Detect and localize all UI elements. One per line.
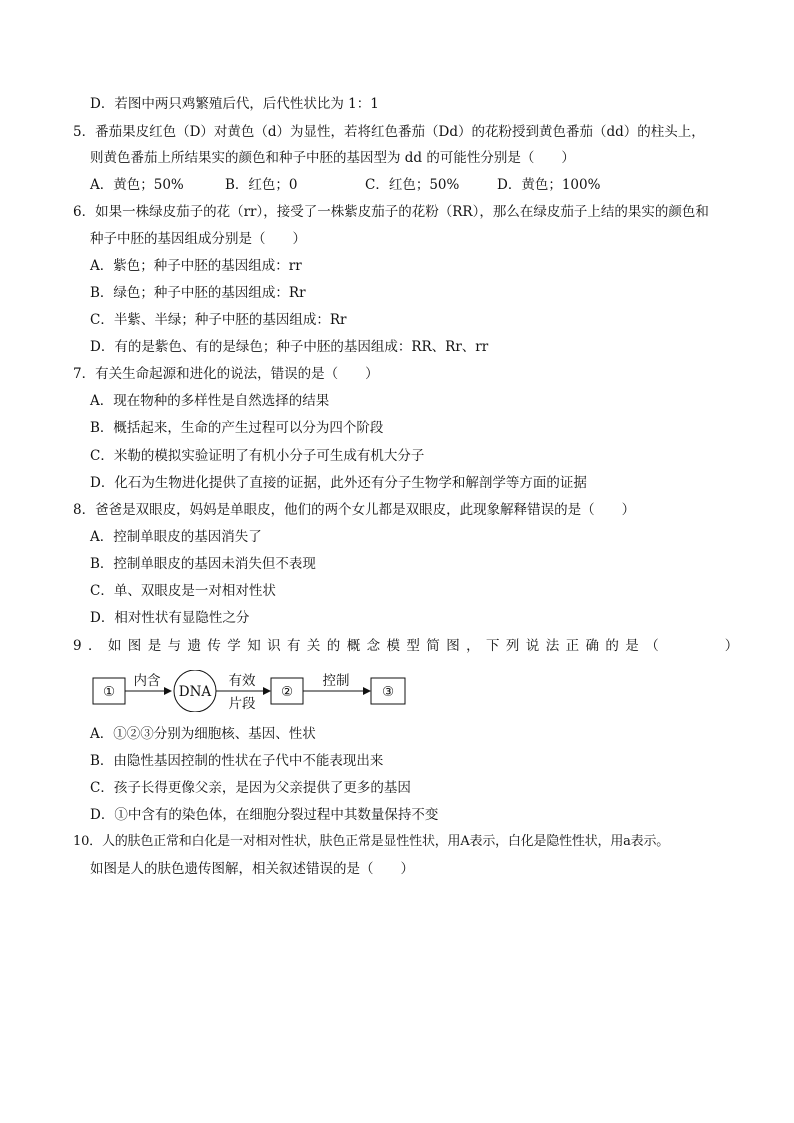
diagram-arrow-2-top-label: 有效 xyxy=(228,673,256,689)
diagram-box-2-label: ② xyxy=(280,684,294,700)
diagram-box-1-label: ① xyxy=(102,684,116,700)
q9-option-b: B．由隐性基因控制的性状在子代中不能表现出来 xyxy=(90,753,384,769)
q4-option-d: D．若图中两只鸡繁殖后代，后代性状比为 1：1 xyxy=(90,96,379,112)
q5-option-c: C．红色；50% xyxy=(365,177,460,193)
q5-stem-line2: 则黄色番茄上所结果实的颜色和种子中胚的基因型为 dd 的可能性分别是（ ） xyxy=(90,150,575,166)
q8-option-c: C．单、双眼皮是一对相对性状 xyxy=(90,583,276,599)
diagram-arrow-2-bottom-label: 片段 xyxy=(228,696,256,712)
diagram-box-3-label: ③ xyxy=(381,684,395,700)
diagram-dna-label: DNA xyxy=(178,684,212,700)
q10-stem-line2: 如图是人的肤色遗传图解，相关叙述错误的是（ ） xyxy=(90,861,414,877)
q6-option-a: A．紫色；种子中胚的基因组成：rr xyxy=(90,258,302,274)
q6-option-b: B．绿色；种子中胚的基因组成：Rr xyxy=(90,285,306,301)
q7-option-a: A．现在物种的多样性是自然选择的结果 xyxy=(90,393,330,409)
q9-option-a: A．①②③分别为细胞核、基因、性状 xyxy=(90,726,316,742)
q9-stem: 9．如图是与遗传学知识有关的概念模型简图，下列说法正确的是（ ） xyxy=(73,638,745,654)
q7-stem: 7．有关生命起源和进化的说法，错误的是（ ） xyxy=(73,366,379,382)
q6-option-d: D．有的是紫色、有的是绿色；种子中胚的基因组成：RR、Rr、rr xyxy=(90,339,489,355)
q7-option-c: C．米勒的模拟实验证明了有机小分子可生成有机大分子 xyxy=(90,448,425,464)
q5-option-d: D．黄色；100% xyxy=(497,177,601,193)
q8-option-b: B．控制单眼皮的基因未消失但不表现 xyxy=(90,556,316,572)
q10-stem-line1: 10．人的肤色正常和白化是一对相对性状，肤色正常是显性性状，用A表示，白化是隐性性状，用a表示。 xyxy=(73,834,670,849)
q8-option-d: D．相对性状有显隐性之分 xyxy=(90,610,250,626)
q5-option-b: B．红色；0 xyxy=(225,177,298,193)
q5-option-a: A．黄色；50% xyxy=(90,177,184,193)
q7-option-b: B．概括起来，生命的产生过程可以分为四个阶段 xyxy=(90,420,384,436)
diagram-arrow-3-label: 控制 xyxy=(322,673,350,689)
q5-stem-line1: 5．番茄果皮红色（D）对黄色（d）为显性，若将红色番茄（Dd）的花粉授到黄色番茄（dd）的柱头上， xyxy=(73,124,705,140)
diagram-arrow-1-label: 内含 xyxy=(133,673,161,689)
q9-concept-diagram xyxy=(92,670,422,712)
q6-option-c: C．半紫、半绿；种子中胚的基因组成：Rr xyxy=(90,312,347,328)
q8-option-a: A．控制单眼皮的基因消失了 xyxy=(90,529,262,545)
q8-stem: 8．爸爸是双眼皮，妈妈是单眼皮，他们的两个女儿都是双眼皮，此现象解释错误的是（ ） xyxy=(73,502,636,518)
q6-stem-line2: 种子中胚的基因组成分别是（ ） xyxy=(90,231,306,247)
q9-option-d: D．①中含有的染色体，在细胞分裂过程中其数量保持不变 xyxy=(90,807,439,823)
q9-option-c: C．孩子长得更像父亲，是因为父亲提供了更多的基因 xyxy=(90,780,411,796)
q7-option-d: D．化石为生物进化提供了直接的证据，此外还有分子生物学和解剖学等方面的证据 xyxy=(90,475,587,491)
q6-stem-line1: 6．如果一株绿皮茄子的花（rr），接受了一株紫皮茄子的花粉（RR），那么在绿皮茄子上结的果实的颜色和 xyxy=(73,204,709,220)
